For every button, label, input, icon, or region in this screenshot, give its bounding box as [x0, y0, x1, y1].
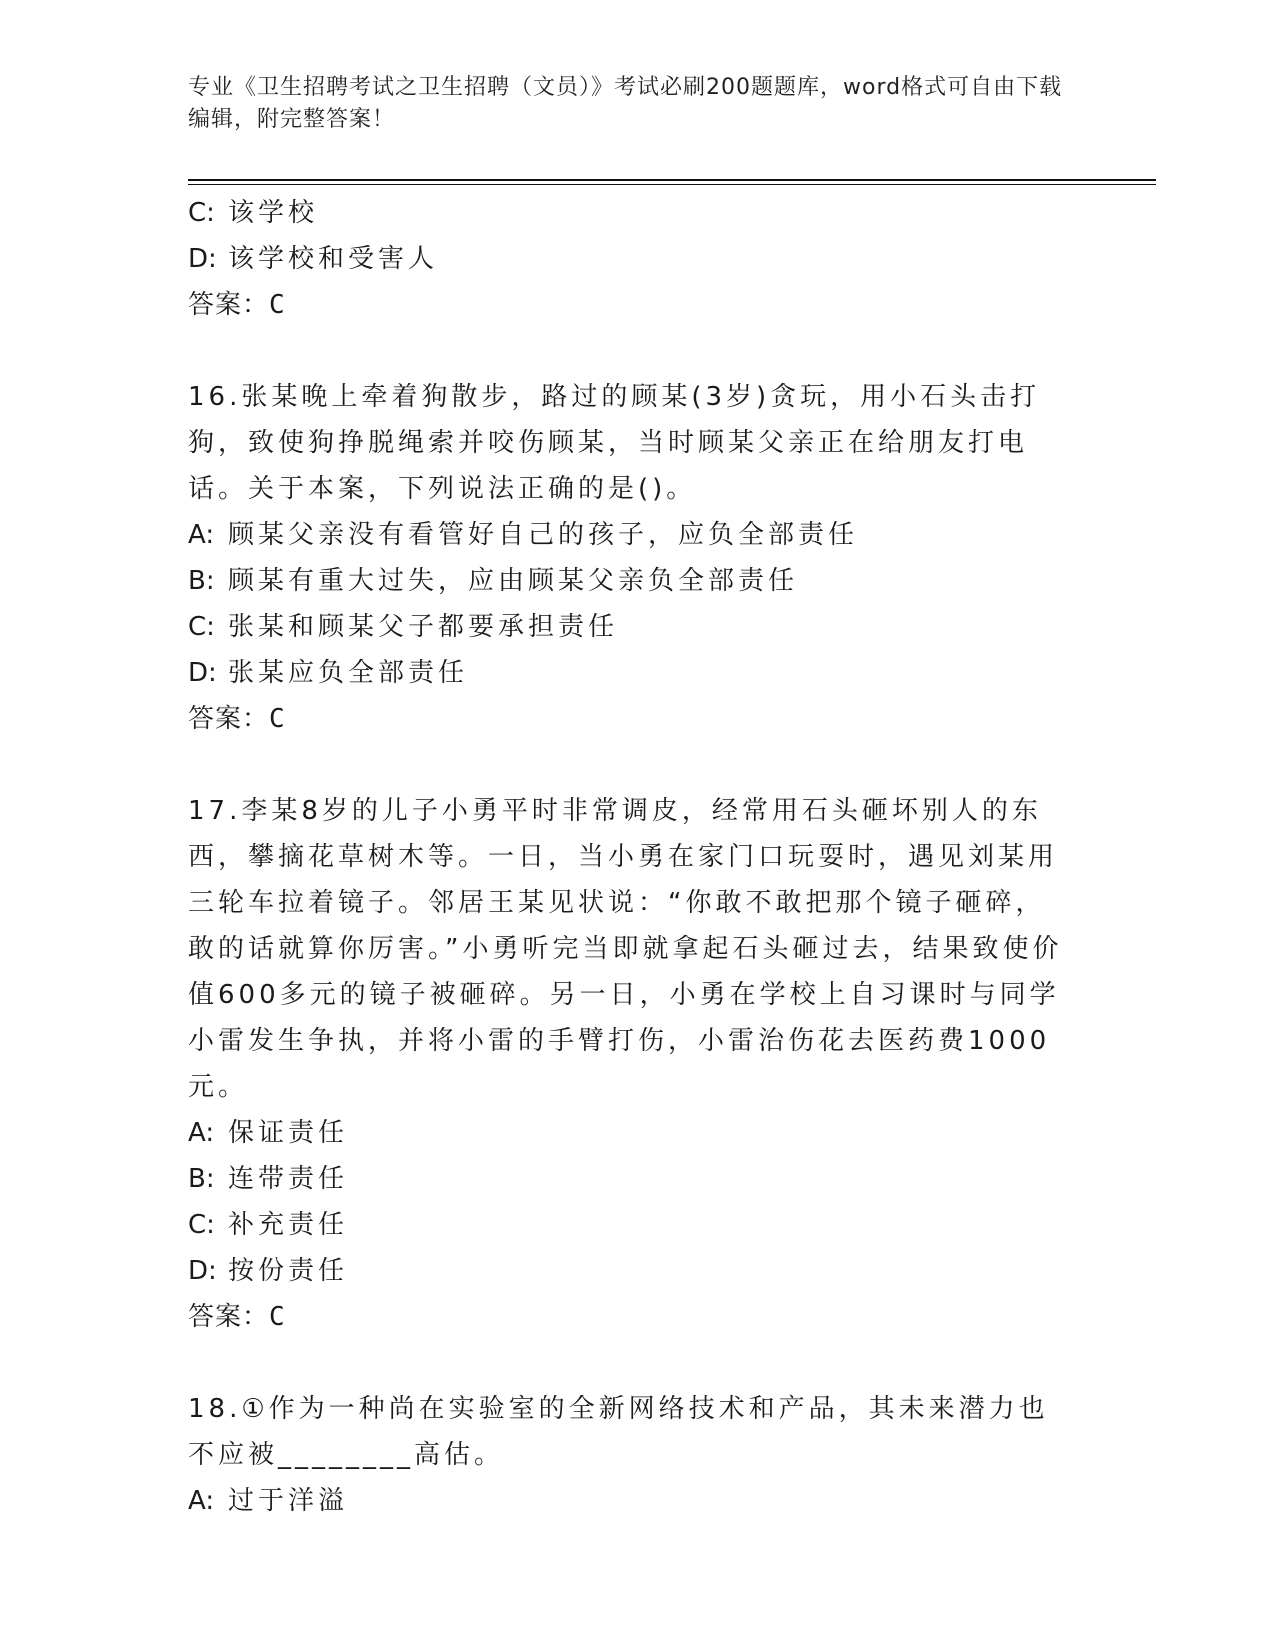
option-c	[188, 190, 1088, 236]
option-label: B:	[188, 1164, 215, 1194]
option-text: 张某和顾某父子都要承担责任	[228, 612, 619, 642]
option-b	[188, 558, 1088, 604]
option-text: 补充责任	[228, 1210, 349, 1240]
option-label: A:	[188, 1486, 215, 1516]
page-header: 专业《卫生招聘考试之卫生招聘（文员）》考试必刷200题题库，word格式可自由下载编辑，附完整答案！	[188, 75, 1063, 132]
spacer	[188, 328, 1088, 374]
option-a	[188, 1478, 1088, 1524]
option-text: 保证责任	[228, 1118, 349, 1148]
prev-question	[188, 190, 1088, 328]
answer: 答案：C	[188, 1302, 286, 1332]
question-18	[188, 1386, 1088, 1524]
option-text: 顾某父亲没有看管好自己的孩子，应负全部责任	[228, 520, 859, 550]
option-label: A:	[188, 520, 215, 550]
option-label: C:	[188, 1210, 215, 1240]
question-17	[188, 788, 1088, 1340]
option-text: 连带责任	[228, 1164, 349, 1194]
option-label: D:	[188, 1256, 217, 1286]
content	[188, 190, 1088, 1524]
option-label: C:	[188, 612, 215, 642]
option-c	[188, 604, 1088, 650]
option-c	[188, 1202, 1088, 1248]
option-label: D:	[188, 658, 217, 688]
option-d	[188, 1248, 1088, 1294]
option-d	[188, 236, 1088, 282]
option-text: 按份责任	[228, 1256, 349, 1286]
question-16	[188, 374, 1088, 742]
option-label: B:	[188, 566, 215, 596]
answer: 答案：C	[188, 290, 286, 320]
question-stem: 17.李某8岁的儿子小勇平时非常调皮，经常用石头砸坏别人的东西，攀摘花草树木等。一日，当小勇在家门口玩耍时，遇见刘某用三轮车拉着镜子。邻居王某见状说：“你敢不敢把那个镜子砸碎，敢的话就算你厉害。”小勇听完当即就拿起石头砸过去，结果致使价值600多元的镜子被砸碎。另一日，小勇在学校上自习课时与同学小雷发生争执，并将小雷的手臂打伤，小雷治伤花去医药费1000元。	[188, 796, 1063, 1102]
option-text: 过于洋溢	[228, 1486, 349, 1516]
spacer	[188, 1340, 1088, 1386]
option-d	[188, 650, 1088, 696]
question-stem: 16.张某晚上牵着狗散步，路过的顾某(3岁)贪玩，用小石头击打狗，致使狗挣脱绳索并咬伤顾某，当时顾某父亲正在给朋友打电话。关于本案，下列说法正确的是()。	[188, 382, 1041, 504]
option-label: A:	[188, 1118, 215, 1148]
option-text: 该学校和受害人	[228, 244, 439, 274]
header-rule-thick	[188, 179, 1156, 181]
option-a	[188, 1110, 1088, 1156]
option-a	[188, 512, 1088, 558]
option-label: D:	[188, 244, 217, 274]
option-text: 该学校	[228, 198, 319, 228]
option-label: C:	[188, 198, 215, 228]
question-stem: 18.①作为一种尚在实验室的全新网络技术和产品，其未来潜力也不应被________高估。	[188, 1394, 1049, 1470]
option-text: 顾某有重大过失，应由顾某父亲负全部责任	[228, 566, 799, 596]
option-b	[188, 1156, 1088, 1202]
option-text: 张某应负全部责任	[228, 658, 469, 688]
spacer	[188, 742, 1088, 788]
header-rule-thin	[188, 184, 1156, 185]
answer: 答案：C	[188, 704, 286, 734]
